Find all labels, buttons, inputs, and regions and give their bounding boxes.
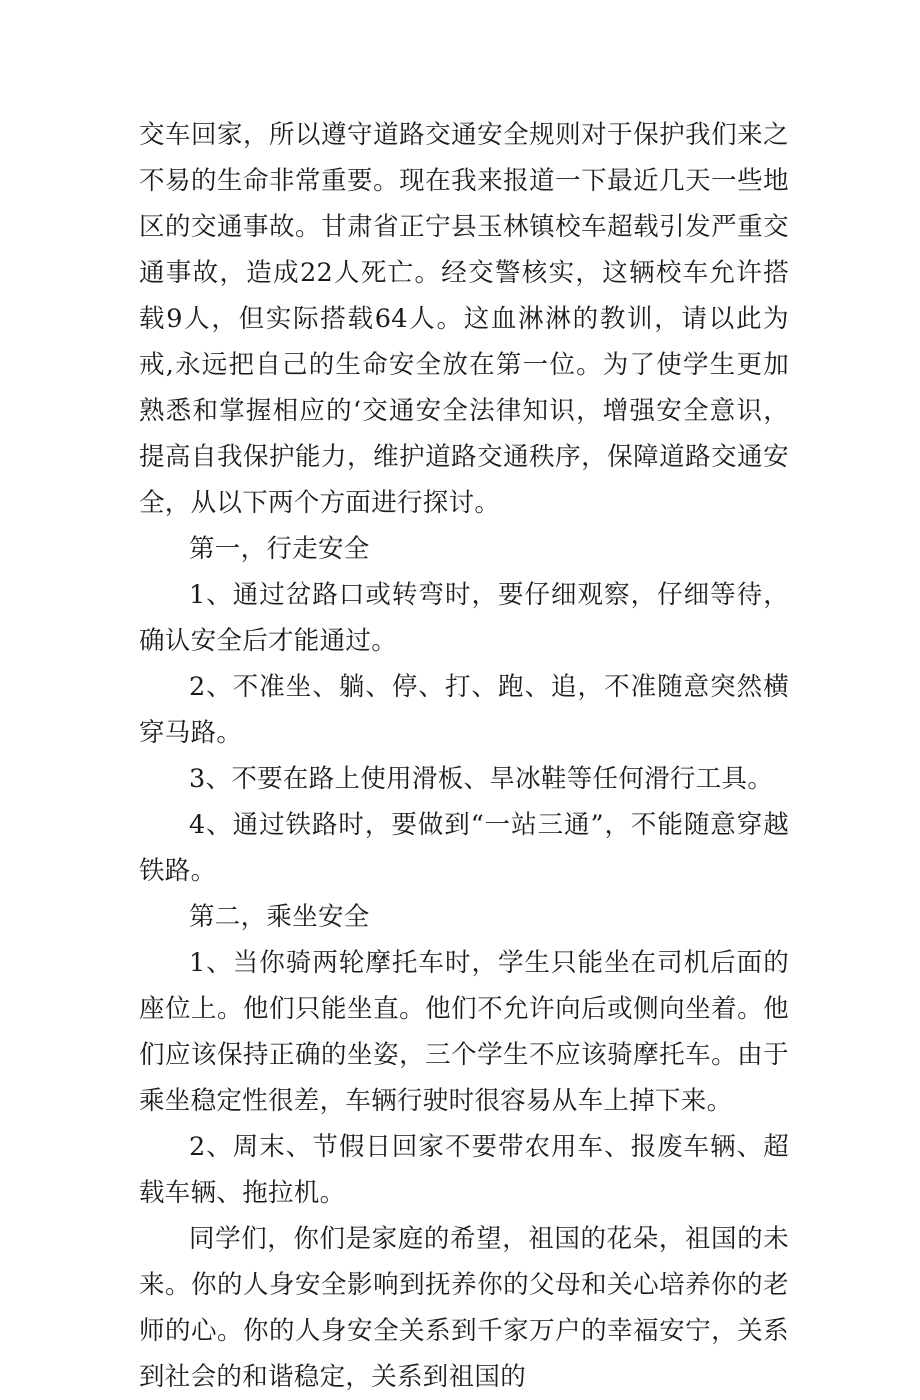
walking-rule-1: 1、通过岔路口或转弯时，要仔细观察，仔细等待，确认安全后才能通过。 — [139, 580, 789, 656]
walking-rule-2: 2、不准坐、躺、停、打、跑、追，不准随意突然横穿马路。 — [139, 672, 789, 748]
walking-rule-3: 3、不要在路上使用滑板、旱冰鞋等任何滑行工具。 — [189, 764, 774, 794]
section-heading-riding-safety: 第二，乘坐安全 — [189, 902, 370, 932]
paragraph-intro-continued: 交车回家，所以遵守道路交通安全规则对于保护我们来之不易的生命非常重要。现在我来报道一下最近几天一些地区的交通事故。甘肃省正宁县玉林镇校车超载引发严重交通事故，造成22人死亡。经交警核实，这辆校车允许搭载9人，但实际搭载64人。这血淋淋的教训，请以此为戒,永远把自己的生命安全放在第一位。为了使学生更加熟悉和掌握相应的‘交通安全法律知识，增强安全意识，提高自我保护能力，维护道路交通秩序，保障道路交通安全，从以下两个方面进行探讨。 — [139, 120, 789, 518]
document-body — [139, 112, 789, 1400]
riding-rule-2: 2、周末、节假日回家不要带农用车、报废车辆、超载车辆、拖拉机。 — [139, 1132, 789, 1208]
paragraph-closing: 同学们，你们是家庭的希望，祖国的花朵，祖国的未来。你的人身安全影响到抚养你的父母和关心培养你的老师的心。你的人身安全关系到千家万户的幸福安宁，关系到社会的和谐稳定，关系到祖国的 — [139, 1224, 789, 1392]
walking-rule-4: 4、通过铁路时，要做到“一站三通”，不能随意穿越铁路。 — [139, 810, 789, 886]
section-heading-walking-safety: 第一，行走安全 — [189, 534, 370, 564]
riding-rule-1: 1、当你骑两轮摩托车时，学生只能坐在司机后面的座位上。他们只能坐直。他们不允许向后或侧向坐着。他们应该保持正确的坐姿，三个学生不应该骑摩托车。由于乘坐稳定性很差，车辆行驶时很容易从车上掉下来。 — [139, 948, 789, 1116]
